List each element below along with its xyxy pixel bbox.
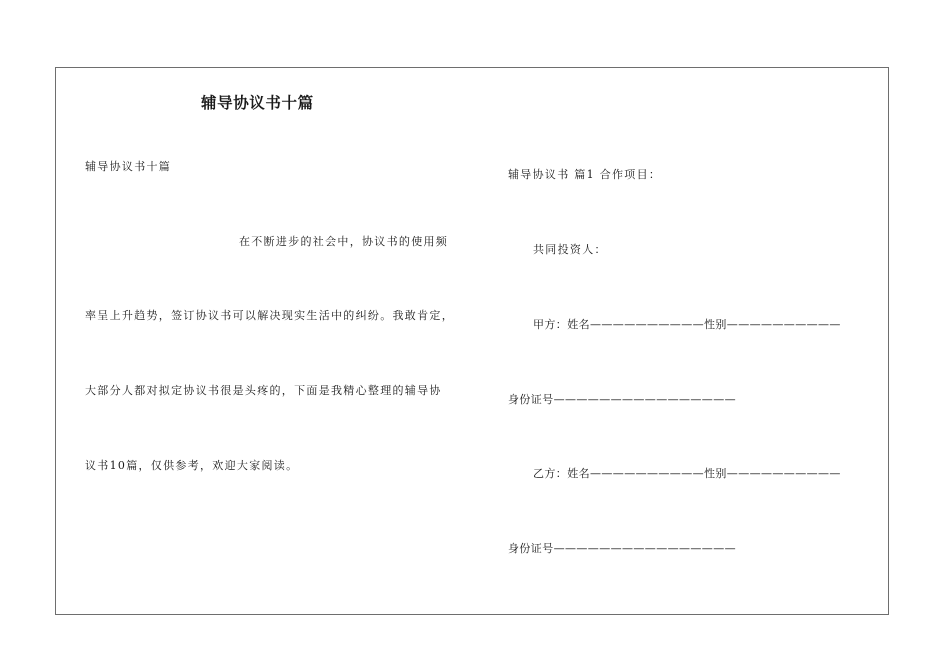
party-a-line: 甲方：姓名——————————性别—————————— bbox=[533, 318, 841, 331]
co-investors-label: 共同投资人： bbox=[533, 243, 607, 256]
section-heading: 辅导协议书 篇1 合作项目： bbox=[508, 168, 662, 181]
document-title: 辅导协议书十篇 bbox=[201, 94, 314, 112]
party-b-line: 乙方：姓名——————————性别—————————— bbox=[533, 467, 841, 480]
intro-line-3: 大部分人都对拟定协议书很是头疼的，下面是我精心整理的辅导协 bbox=[85, 384, 442, 397]
intro-line-2: 率呈上升趋势，签订协议书可以解决现实生活中的纠纷。我敢肯定， bbox=[85, 309, 454, 322]
party-a-id-line: 身份证号———————————————— bbox=[508, 393, 736, 406]
page-border bbox=[55, 67, 889, 615]
subtitle: 辅导协议书十篇 bbox=[85, 160, 172, 173]
intro-line-1: 在不断进步的社会中，协议书的使用频 bbox=[239, 235, 449, 248]
party-b-id-line: 身份证号———————————————— bbox=[508, 542, 736, 555]
intro-line-4: 议书10篇，仅供参考，欢迎大家阅读。 bbox=[85, 459, 299, 472]
